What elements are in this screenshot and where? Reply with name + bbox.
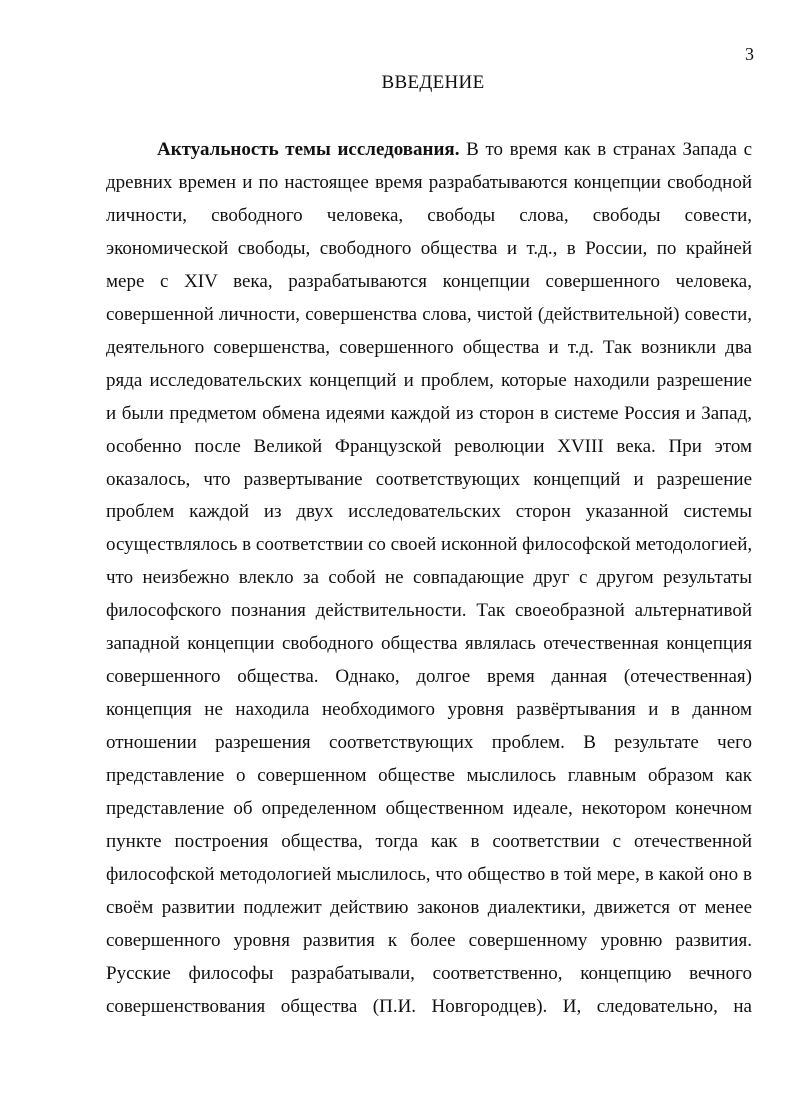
paragraph-line: особенно после Великой Французской революции XVIII века. При этом	[106, 435, 752, 457]
paragraph-line: философской методологией мыслилось, что общество в той мере, в какой оно в	[106, 863, 752, 885]
paragraph-first-line	[106, 134, 752, 167]
paragraph-line: деятельного совершенства, совершенного общества и т.д. Так возникли два	[106, 336, 752, 358]
page-number: 3	[745, 44, 754, 64]
paragraph-line: западной концепции свободного общества являлась отечественная концепция	[106, 633, 752, 655]
paragraph-line: совершенной личности, совершенства слова, чистой (действительной) совести,	[106, 303, 752, 325]
paragraph-line: отношении разрешения соответствующих проблем. В результате чего	[106, 732, 752, 754]
paragraph-line: представление об определенном общественном идеале, некотором конечном	[106, 798, 752, 820]
paragraph-line: что неизбежно влекло за собой не совпадающие друг с другом результаты	[106, 567, 752, 589]
paragraph-line: представление о совершенном обществе мыслилось главным образом как	[106, 765, 752, 787]
paragraph-line: мере с XIV века, разрабатываются концепции совершенного человека,	[106, 270, 752, 292]
paragraph-lead: Актуальность темы исследования.	[157, 139, 460, 160]
paragraph-line: проблем каждой из двух исследовательских сторон указанной системы	[106, 501, 752, 523]
paragraph-line: осуществлялось в соответствии со своей исконной философской методологией,	[106, 534, 752, 556]
paragraph-line: и были предметом обмена идеями каждой из сторон в системе Россия и Запад,	[106, 402, 752, 424]
paragraph-line: совершенствования общества (П.И. Новгородцев). И, следовательно, на	[106, 995, 752, 1017]
paragraph-line: экономической свободы, свободного общества и т.д., в России, по крайней	[106, 237, 752, 259]
paragraph-line: пункте построения общества, тогда как в соответствии с отечественной	[106, 831, 752, 853]
paragraph-line-text: В то время как в странах Запада с	[466, 139, 752, 160]
paragraph-line: оказалось, что развертывание соответствующих концепций и разрешение	[106, 468, 752, 490]
section-heading: ВВЕДЕНИЕ	[381, 72, 485, 93]
paragraph-line: своём развитии подлежит действию законов диалектики, движется от менее	[106, 896, 752, 918]
paragraph-line: концепция не находила необходимого уровня развёртывания и в данном	[106, 699, 752, 721]
paragraph-line: совершенного уровня развития к более совершенному уровню развития.	[106, 929, 752, 951]
paragraph-lines	[106, 167, 752, 1024]
paragraph	[106, 134, 752, 1024]
paragraph-line: древних времен и по настоящее время разрабатываются концепции свободной	[106, 171, 752, 193]
paragraph-line: Русские философы разрабатывали, соответственно, концепцию вечного	[106, 962, 752, 984]
paragraph-line: философского познания действительности. Так своеобразной альтернативой	[106, 600, 752, 622]
paragraph-line: личности, свободного человека, свободы слова, свободы совести,	[106, 204, 752, 226]
paragraph-line: ряда исследовательских концепций и проблем, которые находили разрешение	[106, 369, 752, 391]
paragraph-line: совершенного общества. Однако, долгое время данная (отечественная)	[106, 666, 752, 688]
